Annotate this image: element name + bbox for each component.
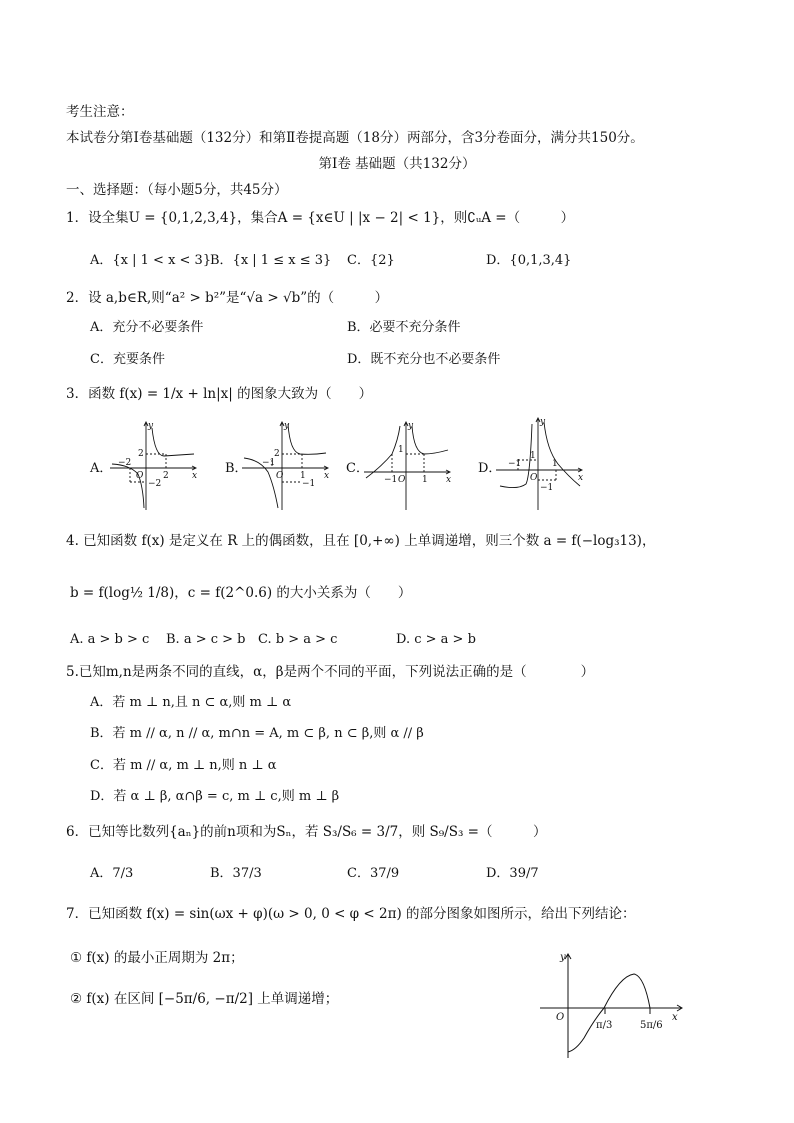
svg-text:y: y [284, 421, 290, 431]
svg-text:O: O [556, 1012, 565, 1023]
q4-option-b[interactable]: B. a > c > b [166, 632, 246, 647]
notice-text: 本试卷分第Ⅰ卷基础题（132分）和第Ⅱ卷提高题（18分）两部分，含3分卷面分，满分共150分。 [66, 130, 644, 146]
svg-text:−1: −1 [540, 483, 554, 493]
svg-text:5π/6: 5π/6 [640, 1020, 663, 1031]
q7-stem: 7．已知函数 f(x) = sin(ωx + φ)(ω > 0, 0 < φ < 2π) 的部分图象如图所示，给出下列结论： [66, 906, 636, 922]
q7-item2: ② f(x) 在区间 [−5π/6, −π/2] 上单调递增； [70, 991, 339, 1007]
q2-option-c[interactable]: C．充要条件 [90, 352, 165, 367]
q1-option-c[interactable]: C．{2} [347, 253, 395, 268]
q1-option-a[interactable]: A．{x | 1 < x < 3} [90, 253, 212, 268]
q3-graph-c [362, 418, 454, 514]
q1-option-d[interactable]: D．{0,1,3,4} [486, 253, 572, 268]
q5-option-d[interactable]: D．若 α ⊥ β, α∩β = c, m ⊥ c,则 m ⊥ β [90, 789, 340, 804]
svg-text:x: x [672, 1012, 678, 1023]
svg-text:O: O [136, 471, 144, 481]
q7-sine-graph [536, 950, 686, 1060]
q6-option-d[interactable]: D．39/7 [486, 866, 539, 881]
q2-option-b[interactable]: B．必要不充分条件 [347, 320, 461, 335]
svg-text:−2: −2 [148, 479, 162, 489]
q3-option-a[interactable]: A． [90, 461, 113, 476]
svg-text:x: x [192, 471, 198, 481]
svg-text:−1: −1 [302, 479, 316, 489]
q6-stem: 6．已知等比数列{aₙ}的前n项和为Sₙ，若 S₃/S₆ = 3/7，则 S₉/S₃ =（ ） [66, 824, 547, 840]
svg-text:1: 1 [530, 451, 536, 461]
q6-option-b[interactable]: B．37/3 [210, 866, 262, 881]
svg-text:y: y [560, 952, 566, 963]
q5-option-c[interactable]: C．若 m // α, m ⊥ n,则 n ⊥ α [90, 758, 277, 773]
svg-text:y: y [148, 421, 154, 431]
q3-option-c[interactable]: C． [346, 461, 369, 476]
q4-option-a[interactable]: A. a > b > c [70, 632, 150, 647]
q4-stem-line1: 4. 已知函数 f(x) 是定义在 R 上的偶函数，且在 [0,+∞) 上单调递增，则三个数 a = f(−log₃13)， [66, 533, 656, 549]
q3-stem: 3．函数 f(x) = 1/x + ln|x| 的图象大致为（ ） [66, 386, 373, 402]
q5-option-b[interactable]: B．若 m // α, n // α, m∩n = A, m ⊂ β, n ⊂ β,则 α // β [90, 726, 424, 741]
q4-option-d[interactable]: D. c > a > b [396, 632, 476, 647]
q5-option-a[interactable]: A．若 m ⊥ n,且 n ⊂ α,则 m ⊥ α [90, 695, 292, 710]
svg-text:2: 2 [163, 471, 169, 481]
q6-option-c[interactable]: C．37/9 [347, 866, 400, 881]
q2-stem: 2．设 a,b∈R,则“a² > b²”是“√a > √b”的（ ） [66, 290, 389, 306]
svg-text:−1: −1 [508, 459, 522, 469]
notice-title: 考生注意： [66, 104, 134, 120]
q3-graph-b [240, 418, 332, 514]
svg-text:−2: −2 [118, 458, 132, 468]
svg-text:−1: −1 [384, 475, 398, 485]
q7-item1: ① f(x) 的最小正周期为 2π； [70, 950, 244, 966]
svg-text:O: O [398, 475, 406, 485]
q3-graph-a [108, 418, 200, 514]
svg-text:1: 1 [398, 445, 404, 455]
section-title: 一、选择题：（每小题5分，共45分） [66, 182, 288, 198]
svg-text:−1: −1 [262, 458, 276, 468]
q1-stem: 1．设全集U = {0,1,2,3,4}，集合A = {x∈U | |x − 2| < 1}，则∁ᵤA =（ ） [66, 210, 575, 226]
q5-stem: 5.已知m,n是两条不同的直线，α，β是两个不同的平面，下列说法正确的是（ ） [66, 664, 595, 680]
svg-text:2: 2 [138, 449, 144, 459]
svg-text:y: y [540, 417, 546, 427]
svg-text:x: x [446, 475, 452, 485]
q2-option-a[interactable]: A．充分不必要条件 [90, 320, 204, 335]
svg-text:y: y [408, 421, 414, 431]
svg-text:1: 1 [422, 475, 428, 485]
svg-text:π/3: π/3 [596, 1020, 613, 1031]
q2-option-d[interactable]: D．既不充分也不必要条件 [347, 352, 501, 367]
svg-text:1: 1 [300, 471, 306, 481]
q3-option-d[interactable]: D． [478, 461, 502, 476]
part-title: 第Ⅰ卷 基础题（共132分） [318, 156, 476, 172]
svg-text:1: 1 [552, 459, 558, 469]
svg-text:x: x [578, 473, 584, 483]
q3-option-b[interactable]: B． [225, 461, 248, 476]
svg-text:O: O [530, 473, 538, 483]
q1-option-b[interactable]: B．{x | 1 ≤ x ≤ 3} [210, 253, 332, 268]
svg-text:x: x [324, 471, 330, 481]
svg-text:2: 2 [274, 449, 280, 459]
q4-stem-line2: b = f(log½ 1/8)，c = f(2^0.6) 的大小关系为（ ） [70, 585, 412, 601]
q4-option-c[interactable]: C. b > a > c [258, 632, 338, 647]
svg-text:O: O [276, 471, 284, 481]
q6-option-a[interactable]: A．7/3 [90, 866, 134, 881]
q3-graph-d [494, 414, 586, 514]
